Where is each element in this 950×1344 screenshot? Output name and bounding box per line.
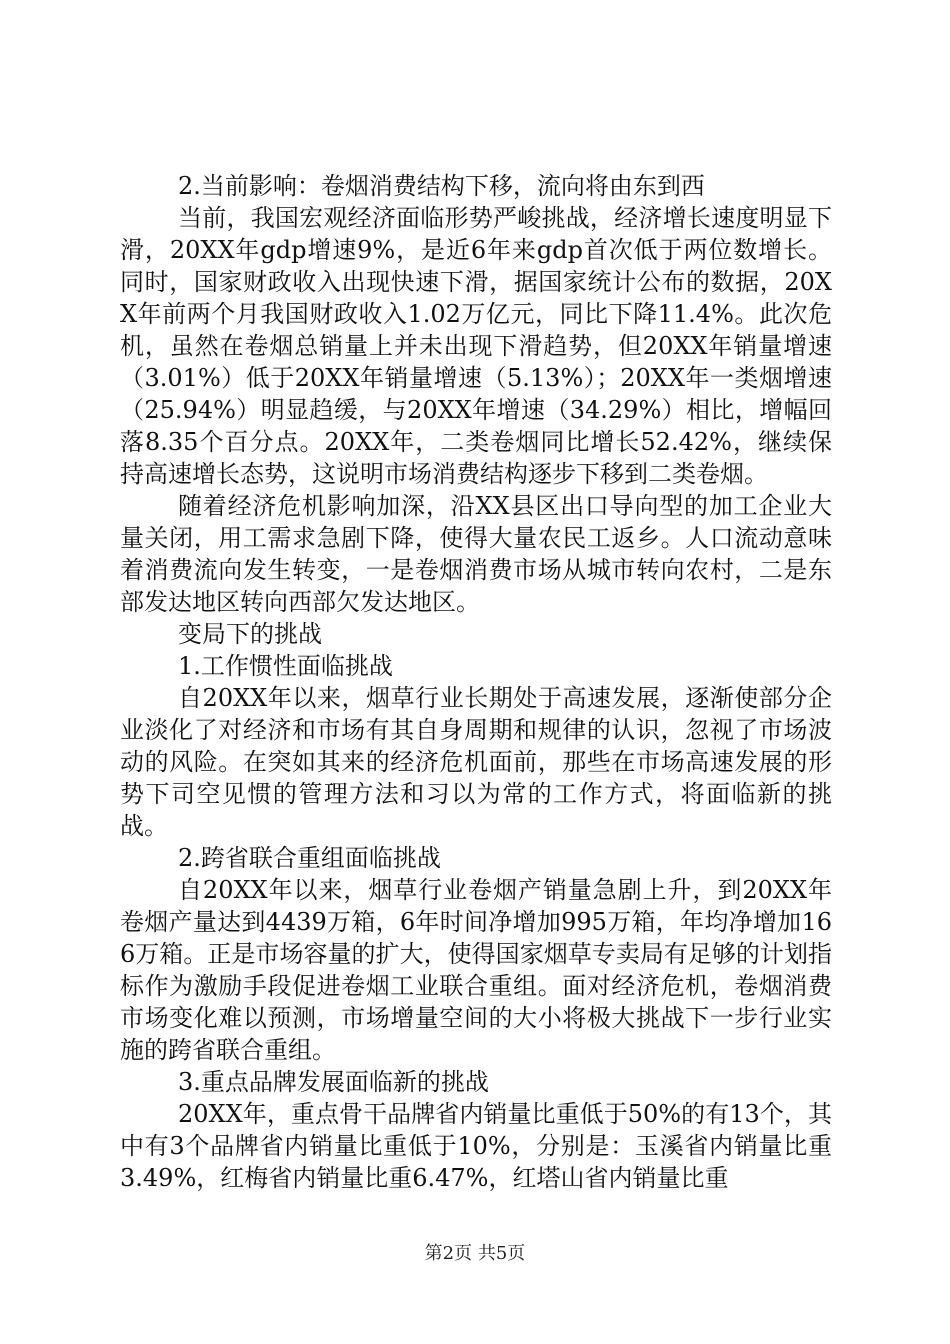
document-body: [120, 170, 832, 1194]
subheading-key-brands: 3.重点品牌发展面临新的挑战: [178, 1068, 489, 1096]
paragraph-macro-economy: 当前，我国宏观经济面临形势严峻挑战，经济增长速度明显下滑，20XX年gdp增速9%，是近6年来gdp首次低于两位数增长。同时，国家财政收入出现快速下滑，据国家统计公布的数据，20XX年前两个月我国财政收入1.02万亿元，同比下降11.4%。此次危机，虽然在卷烟总销量上并未出现下滑趋势，但20XX年销量增速（3.01%）低于20XX年销量增速（5.13%）；20XX年一类烟增速（25.94%）明显趋缓，与20XX年增速（34.29%）相比，增幅回落8.35个百分点。20XX年，二类卷烟同比增长52.42%，继续保持高速增长态势，这说明市场消费结构逐步下移到二类卷烟。: [120, 204, 832, 488]
paragraph-population-flow: 随着经济危机影响加深，沿XX县区出口导向型的加工企业大量关闭，用工需求急剧下降，使得大量农民工返乡。人口流动意味着消费流向发生转变，一是卷烟消费市场从城市转向农村，二是东部发达地区转向西部欠发达地区。: [120, 492, 832, 616]
paragraph-work-inertia: 自20XX年以来，烟草行业长期处于高速发展，逐渐使部分企业淡化了对经济和市场有其自身周期和规律的认识，忽视了市场波动的风险。在突如其来的经济危机面前，那些在市场高速发展的形势下司空见惯的管理方法和习以为常的工作方式，将面临新的挑战。: [120, 684, 832, 840]
subheading-cross-province-merger: 2.跨省联合重组面临挑战: [178, 844, 441, 872]
page-footer: 第2页 共5页: [424, 1243, 526, 1264]
paragraph-cross-province-merger: 自20XX年以来，烟草行业卷烟产销量急剧上升，到20XX年卷烟产量达到4439万箱，6年时间净增加995万箱，年均净增加166万箱。正是市场容量的扩大，使得国家烟草专卖局有足够的计划指标作为激励手段促进卷烟工业联合重组。面对经济危机，卷烟消费市场变化难以预测，市场增量空间的大小将极大挑战下一步行业实施的跨省联合重组。: [120, 876, 832, 1064]
section-heading-current-impact: 2.当前影响：卷烟消费结构下移，流向将由东到西: [178, 172, 705, 200]
section-heading-challenges: 变局下的挑战: [178, 620, 322, 648]
paragraph-key-brands: 20XX年，重点骨干品牌省内销量比重低于50%的有13个，其中有3个品牌省内销量比重低于10%，分别是：玉溪省内销量比重3.49%，红梅省内销量比重6.47%，红塔山省内销量比重: [120, 1100, 832, 1192]
subheading-work-inertia: 1.工作惯性面临挑战: [178, 652, 393, 680]
